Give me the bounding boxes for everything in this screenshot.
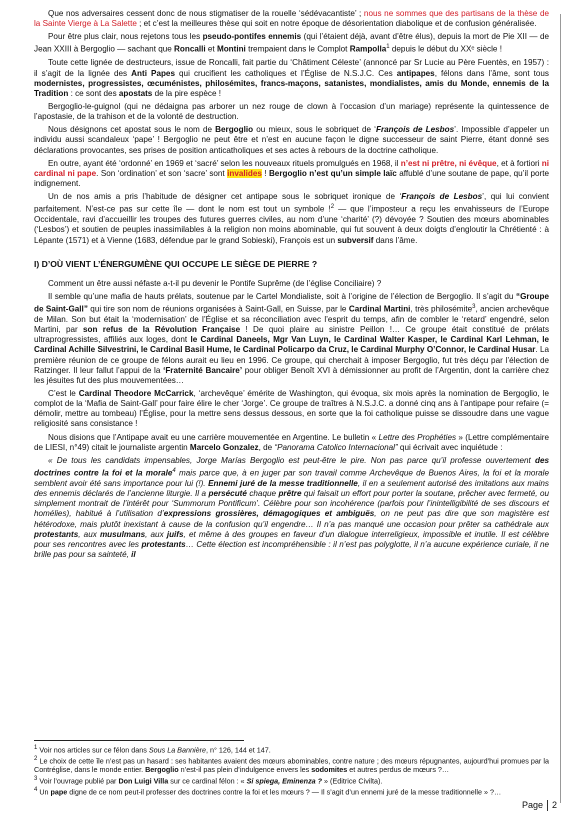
text-run: Il semble qu’une mafia de hauts prélats, soutenue par le Cartel Mondialiste, soit à l’origine de l’élection de Bergoglio. Il s’agit du: [48, 291, 517, 301]
emphasis-text: sodomites: [311, 764, 348, 774]
footnote-ref: 4: [34, 786, 38, 793]
emphasis-text: Cardinal Martini: [348, 304, 411, 314]
emphasis-text: Ennemi juré de la messe traditionnelle: [208, 478, 358, 488]
footnote-ref: 3: [34, 775, 38, 782]
text-run: Voir l’ouvrage publié par: [37, 775, 119, 785]
emphasis-text: antipapes: [396, 68, 435, 78]
text-run: et autres perdus de mœurs ?…: [347, 764, 450, 774]
emphasis-text: n’est ni prêtre, ni évêque: [400, 158, 497, 168]
text-run: , de: [258, 442, 275, 452]
text-run: Pour être plus clair, nous rejetons tous les: [48, 32, 203, 42]
text-run: « De tous les candidats impensables, Jorge Marías Bergoglio est peut-être le pire. Non pas parce qu’il professe ouvertement: [48, 455, 535, 465]
paragraph: [34, 292, 549, 386]
text-run: qui écrivait avec inquiétude :: [397, 442, 503, 452]
footnote-rule: [34, 740, 244, 741]
footnotes: [34, 744, 549, 797]
page-border: [560, 14, 561, 803]
text-run: , il en a seulement autorisé des imitations aux mains des ennemis déclarés de l’ancienne liturgie. Il a: [34, 478, 549, 499]
text-run: digne de ce nom peut-il professer des doctrines contre la foi et les mœurs ? — Il s’agit d’un ennemi juré de la messe traditionnelle » ?…: [67, 786, 502, 796]
emphasis-text: il: [131, 550, 136, 560]
text-run: » (Editrice Civilta).: [322, 775, 383, 785]
emphasis-text: invalides: [227, 168, 262, 178]
text-run: “Panorama Catolico Internacional”: [274, 442, 398, 452]
text-run: depuis le début du XXᵉ siècle !: [389, 45, 502, 55]
emphasis-text: pseudo-pontifes ennemis: [202, 32, 302, 42]
emphasis-text: François de Lesbos: [401, 192, 483, 202]
text-run: . La première réunion de ce groupe de félons aurait eu lieu en 1996. Ce groupe, qui cherchait à imposer Bergoglio, fut très déçu par l’élection de Ratzinger. Il leur fallut l’appui de la: [34, 345, 549, 375]
text-run: ’. Impossible d’appeler un individu aussi scandaleux ‘pape’ ! Bergoglio ne peut être et n’est en aucune façon le digne successeur de saint Pierre, étant donné ses déclarations provocantes, ses prises de position anticatholiques et ses actes à rebours de la doctrine catholique.: [34, 125, 550, 155]
emphasis-text: Anti Papes: [131, 68, 175, 78]
emphasis-text: Bergoglio n’est qu’un simple laïc: [268, 168, 397, 178]
text-run: sur ce cardinal félon : «: [168, 775, 247, 785]
text-run: C’est le: [48, 389, 79, 398]
text-run: ’, qui lui convient parfaitement. N’est-ce pas sur cette île — dont le nom est tout un symbole !: [34, 192, 549, 215]
paragraph: [34, 389, 549, 430]
paragraph: [34, 58, 549, 99]
text-run: , et à fortiori: [496, 158, 542, 168]
text-run: » (Lettre complémentaire de LIESI, n°49) citait le journaliste argentin: [34, 432, 549, 452]
text-run: Le choix de cette île n’est pas un hasard : ses habitantes avaient des mœurs abominables, contre nature ; des mœurs répugnantes, aujourd’hui promues par la Contréglise, dans le monde entier.: [34, 756, 549, 774]
footnote-ref: 2: [34, 755, 38, 762]
text-run: Voir nos articles sur ce félon dans: [37, 745, 149, 755]
text-run: affublé d’une soutane de pape, qu’il porte indignement.: [34, 168, 550, 189]
paragraph: [34, 32, 549, 55]
emphasis-text: Bergoglio: [145, 764, 179, 774]
emphasis-text: Montini: [216, 45, 246, 55]
text-run: Un de nos amis a pris l’habitude de désigner cet antipape sous le sobriquet ironique de ‘: [48, 192, 402, 202]
text-run: , et même à des groupes en faveur d’un dialogue interreligieux, impossible et inutile. Il est célèbre pour ses rencontres avec les: [34, 529, 550, 549]
footnote: [34, 755, 549, 775]
paragraph: [34, 125, 549, 155]
text-run: , ‘archevêque’ émérite de Washington, qui évoqua, six mois après la nomination de Bergoglio, le complot de la ‘Mafia de Saint-Gall’ pour faire élire le cher ‘Jorge’. Ce groupe de traîtres à N.S.J.C. a donné cinq ans à l’antipape pour refaire (= démolir, mettre au tombeau) l’Église, pour la mettre sens dessus dessous, en sorte que la foi catholique puisse se dissoudre dans une vague religiosité sans consistance !: [34, 389, 549, 429]
text-run: , aux: [145, 529, 167, 539]
emphasis-text: prêtre: [278, 489, 302, 499]
emphasis-text: Don Luigi Villa: [118, 775, 169, 785]
emphasis-text: protestants: [34, 529, 79, 539]
text-run: de la pire espèce !: [152, 88, 221, 98]
emphasis-text: pape: [50, 786, 68, 796]
paragraph: [34, 433, 549, 453]
emphasis-text: juifs: [166, 529, 184, 539]
text-run: pour obliger Benoît XVI à démissionner au profit de l’Argentin, dont la carrière chez les jésuites fut des plus mouvementées…: [34, 365, 550, 385]
paragraph: [34, 279, 549, 289]
emphasis-text: Marcelo Gonzalez: [189, 442, 259, 452]
text-run: — que l’imposteur a reçu les envahisseurs de l’Europe Occidentale, ravi d’accueillir les troupes des futures guerres civiles, au nom d’une ‘charité’ (?) dévoyée ? Soutien des mœurs abominables (‘Lesbos’) et soutien de peuples inassimilables à la religion non moins abominable, qui fut souvent à deux doigts d’engloutir la Chrétienté : à Lépante (1571) et à Vienne (1683, défendue par le grand Sobieski), François est un: [34, 205, 549, 245]
document-body: [34, 9, 549, 563]
footnote: [34, 775, 549, 786]
section-origin: [34, 279, 549, 561]
text-run: trempaient dans le Complot: [245, 45, 350, 55]
emphasis-text: ni cardinal ni pape: [34, 158, 549, 178]
text-run: mais parce que, à en juger par son travail comme Archevêque de Buenos Aires, la foi et la morale semblent avoir été sans importance pour lui (!).: [34, 468, 550, 488]
text-run: Nous disions que l’Antipape avait eu une carrière mouvementée en Argentine. Le bulletin «: [48, 432, 379, 442]
paragraph: [34, 9, 549, 29]
text-run: Sous La Bannière: [148, 745, 206, 755]
text-run: Lettre des Prophéties: [378, 432, 457, 442]
text-run: , on ne peut pas dire que son magistère est hétérodoxe, mais plutôt inexistant à cause de la confusion qu’il engendre… Il n’a pas manqué une occasion pour prêter sa cathédrale aux: [34, 509, 550, 529]
emphasis-text: Cardinal Theodore McCarrick: [78, 389, 194, 398]
emphasis-text: Bergoglio: [215, 125, 254, 135]
footnote-ref: 2: [330, 204, 335, 211]
emphasis-text: modernistes, progressistes, œcuménistes, philosémites, francs-maçons, satanistes, mondialistes, amis du Monde, ennemis de la Tradition: [34, 78, 549, 98]
emphasis-text: persécuté: [208, 489, 247, 499]
emphasis-text: musulmans: [99, 529, 146, 539]
text-run: ! De quoi plaire au sinistre Peillon !… Ce groupe était constitué de prélats ultraprogressistes, affiliés aux loges, dont: [34, 325, 550, 345]
text-run: . Son ‘ordination’ et son ‘sacre’ sont: [96, 168, 228, 178]
page-footer: [522, 800, 557, 811]
paragraph: [34, 102, 549, 122]
quote-paragraph: [34, 456, 549, 560]
text-run: ; et c’est la meilleures thèse qui soit en notre époque de désorientation diabolique et de confusion généralisée.: [136, 19, 537, 29]
text-run: qui faisait un effort pour porter la soutane, prêcher avec fermeté, ou simplement montrait de l’intérêt pour ‘Summorum Pontificum’. Célèbre pour son incohérence (parfois pour l’inintelligibilité de ses discours et homélies), habitué à l’utilisation d’: [34, 489, 550, 519]
footnote: [34, 786, 549, 797]
section-intro: [34, 9, 549, 246]
text-run: Toute cette lignée de destructeurs, issue de Roncalli, fait partie du ‘Châtiment Céleste’ (annoncé par Sr Lucie au Père Fuentès, en 1957) : il s’agit de la lignée des: [34, 58, 549, 78]
text-run: En outre, ayant été ‘ordonné’ en 1969 et ‘sacré’ selon les nouveaux rituels promulgués en 1968, il: [48, 158, 401, 168]
text-run: Nous désignons cet apostat sous le nom de: [48, 125, 216, 135]
emphasis-text: expressions grossières, démagogiques et ambiguës: [163, 509, 375, 519]
footnote-ref: 4: [172, 468, 176, 475]
emphasis-text: Roncalli: [174, 45, 206, 55]
text-run: n’est-il pas plein d’indulgence envers les: [178, 764, 312, 774]
emphasis-text: son refus de la Révolution Française: [83, 325, 241, 335]
footnote-ref: 1: [34, 745, 38, 751]
emphasis-text: des doctrines contre la foi et la morale: [34, 455, 549, 478]
text-run: Bergoglio-le-guignol (qui ne dédaigna pas arborer un nez rouge de clown à l’occasion d’un mariage) représente la quintessence de l’apostasie, de la trahison et de la volonté de destruction.: [34, 101, 549, 122]
emphasis-text: Si spiega, Eminenza ?: [246, 775, 323, 785]
text-run: nous ne sommes que des partisans de la thèse de la Sainte Vierge à La Salette: [34, 9, 549, 29]
text-run: qui tire son nom de réunions organisées à Saint-Gall, en Suisse, par le: [87, 304, 349, 314]
emphasis-text: “Groupe de Saint-Gall”: [34, 291, 549, 314]
text-run: Comment un être aussi néfaste a-t-il pu devenir le Pontife Suprême (de l’église Conciliaire) ?: [48, 278, 382, 288]
footnote-ref: 3: [472, 304, 476, 311]
page-label: Page: [521, 799, 543, 810]
text-run: , très philosémite: [410, 304, 473, 314]
text-run: , aux: [78, 529, 100, 539]
text-run: ou mieux, sous le sobriquet de ‘: [253, 125, 376, 135]
footnote: [34, 744, 549, 755]
emphasis-text: subversif: [337, 235, 374, 245]
text-run: , félons dans l’âme, sont tous: [434, 68, 549, 78]
text-run: : ce sont des: [68, 88, 119, 98]
section-heading: I) D’OÙ VIENT L’ÉNERGUMÈNE QUI OCCUPE LE SIÈGE DE PIERRE ?: [34, 258, 318, 269]
text-run: chaque: [246, 489, 279, 499]
text-run: et: [205, 45, 217, 55]
paragraph: [34, 159, 549, 189]
paragraph: [34, 192, 549, 246]
emphasis-text: protestants: [141, 539, 186, 549]
text-run: Que nos adversaires cessent donc de nous stigmatiser de la rouelle ‘sédévacantiste’ ;: [48, 9, 364, 18]
text-run: (qui l’étaient déjà, avant d’être élus), depuis la mort de Pie XII — de Jean XXIII à Bergoglio — sachant que: [34, 32, 549, 55]
text-run: qui crucifient les catholiques et l’Église de N.S.J.C. Ces: [174, 68, 397, 78]
text-run: dans l’âme.: [373, 235, 418, 245]
emphasis-text: Rampolla: [349, 45, 387, 55]
page-number: 2: [551, 799, 557, 810]
text-run: , n° 126, 144 et 147.: [205, 745, 271, 755]
emphasis-text: le Cardinal Daneels, Mgr Van Luyn, le Cardinal Walter Kasper, le Cardinal Karl Lehman, le Cardinal Achille Silvestrini, le Cardinal Basil Hume, le Cardinal Policarpo da Cruz, le Cardinal Murphy O’Connor, le Cardinal Husar: [34, 335, 549, 355]
text-run: Un: [37, 786, 51, 796]
emphasis-text: François de Lesbos: [376, 125, 455, 135]
footnote-ref: 1: [386, 44, 390, 51]
emphasis-text: apostats: [118, 88, 153, 98]
footer-separator: [547, 800, 548, 811]
text-run: , ancien archevêque de Milan. Son but était la ‘modernisation’ de l’Église et sa réconciliation avec l’esprit du temps, afin de combler le ‘retard’ engendré, selon Martini, par: [34, 304, 549, 335]
text-run: … Cette élection est incompréhensible : il n’est pas polyglotte, il n’a aucune expérience curiale, il ne brille pas pour sa sainteté,: [34, 539, 549, 560]
text-run: !: [261, 168, 269, 178]
emphasis-text: ‘Fraternité Bancaire’: [163, 365, 243, 375]
